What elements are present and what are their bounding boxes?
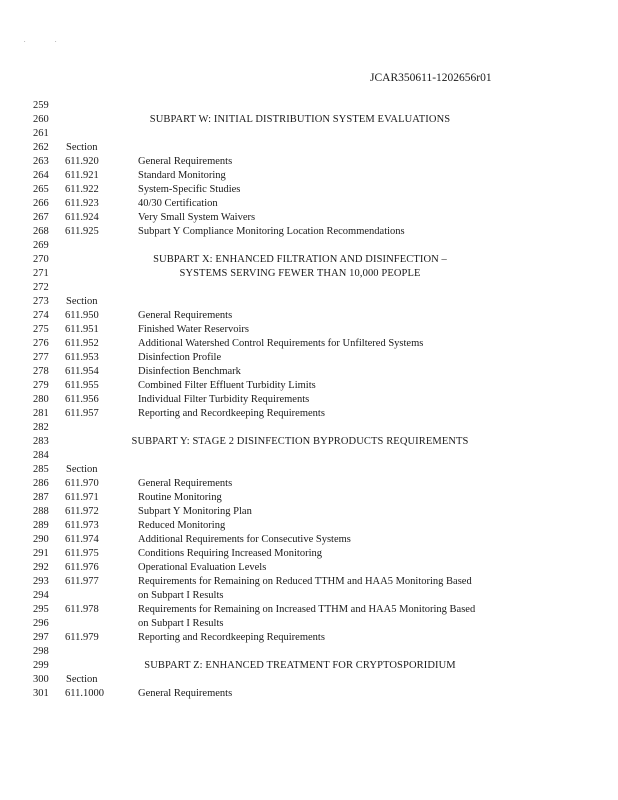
line-number: 274: [33, 310, 49, 321]
section-number: 611.920: [65, 156, 99, 167]
document-line: [0, 225, 618, 239]
line-number: 277: [33, 352, 49, 363]
document-line: [0, 295, 618, 309]
section-title: System-Specific Studies: [138, 184, 241, 195]
line-number: 286: [33, 478, 49, 489]
line-number: 280: [33, 394, 49, 405]
line-number: 295: [33, 604, 49, 615]
document-line: [0, 645, 618, 659]
section-title: on Subpart I Results: [138, 590, 224, 601]
line-number: 301: [33, 688, 49, 699]
section-title: Combined Filter Effluent Turbidity Limits: [138, 380, 316, 391]
document-line: [0, 659, 618, 673]
document-line: [0, 575, 618, 589]
section-title: Very Small System Waivers: [138, 212, 256, 223]
section-title: General Requirements: [138, 310, 233, 321]
section-number: 611.923: [65, 198, 99, 209]
line-number: 260: [33, 114, 49, 125]
line-number: 288: [33, 506, 49, 517]
document-line: [0, 617, 618, 631]
document-line: [0, 309, 618, 323]
line-number: 287: [33, 492, 49, 503]
section-number: 611.979: [65, 632, 99, 643]
line-number: 273: [33, 296, 49, 307]
corner-marks: . .: [24, 38, 71, 44]
section-number: 611.955: [65, 380, 99, 391]
section-number: 611.973: [65, 520, 99, 531]
document-body: [0, 99, 618, 701]
document-line: [0, 687, 618, 701]
document-line: [0, 99, 618, 113]
section-column-label: Section: [66, 674, 98, 685]
section-number: 611.925: [65, 226, 99, 237]
document-line: [0, 323, 618, 337]
document-line: [0, 435, 618, 449]
document-line: [0, 519, 618, 533]
line-number: 279: [33, 380, 49, 391]
section-title: Disinfection Benchmark: [138, 366, 241, 377]
section-number: 611.952: [65, 338, 99, 349]
line-number: 264: [33, 170, 49, 181]
section-title: Finished Water Reservoirs: [138, 324, 249, 335]
line-number: 263: [33, 156, 49, 167]
document-line: [0, 337, 618, 351]
line-number: 272: [33, 282, 49, 293]
line-number: 266: [33, 198, 49, 209]
document-line: [0, 169, 618, 183]
subpart-heading: SUBPART W: INITIAL DISTRIBUTION SYSTEM EVALUATIONS: [149, 114, 451, 125]
line-number: 281: [33, 408, 49, 419]
section-number: 611.970: [65, 478, 99, 489]
document-line: [0, 589, 618, 603]
document-line: [0, 197, 618, 211]
section-column-label: Section: [66, 296, 98, 307]
section-title: Reporting and Recordkeeping Requirements: [138, 408, 325, 419]
document-line: [0, 533, 618, 547]
section-title: Reduced Monitoring: [138, 520, 226, 531]
line-number: 268: [33, 226, 49, 237]
line-number: 283: [33, 436, 49, 447]
document-line: [0, 393, 618, 407]
document-line: [0, 365, 618, 379]
document-line: [0, 253, 618, 267]
document-line: [0, 673, 618, 687]
line-number: 292: [33, 562, 49, 573]
section-title: Routine Monitoring: [138, 492, 222, 503]
document-line: [0, 505, 618, 519]
line-number: 293: [33, 576, 49, 587]
document-line: [0, 141, 618, 155]
section-number: 611.972: [65, 506, 99, 517]
document-line: [0, 463, 618, 477]
section-title: Subpart Y Compliance Monitoring Location Recommendations: [138, 226, 405, 237]
section-number: 611.977: [65, 576, 99, 587]
section-title: General Requirements: [138, 478, 233, 489]
section-number: 611.922: [65, 184, 99, 195]
line-number: 284: [33, 450, 49, 461]
document-line: [0, 547, 618, 561]
subpart-heading: SUBPART Z: ENHANCED TREATMENT FOR CRYPTOSPORIDIUM: [144, 660, 456, 671]
section-title: Requirements for Remaining on Reduced TTHM and HAA5 Monitoring Based: [138, 576, 472, 587]
section-title: Conditions Requiring Increased Monitoring: [138, 548, 323, 559]
line-number: 267: [33, 212, 49, 223]
section-title: General Requirements: [138, 156, 233, 167]
line-number: 271: [33, 268, 49, 279]
section-number: 611.974: [65, 534, 99, 545]
section-title: Additional Watershed Control Requirements for Unfiltered Systems: [138, 338, 424, 349]
line-number: 297: [33, 632, 49, 643]
line-number: 282: [33, 422, 49, 433]
document-line: [0, 449, 618, 463]
section-title: Standard Monitoring: [138, 170, 226, 181]
section-title: Reporting and Recordkeeping Requirements: [138, 632, 325, 643]
section-number: 611.956: [65, 394, 99, 405]
document-line: [0, 477, 618, 491]
section-number: 611.971: [65, 492, 99, 503]
line-number: 261: [33, 128, 49, 139]
line-number: 265: [33, 184, 49, 195]
section-number: 611.921: [65, 170, 99, 181]
line-number: 299: [33, 660, 49, 671]
section-title: Disinfection Profile: [138, 352, 222, 363]
line-number: 289: [33, 520, 49, 531]
line-number: 291: [33, 548, 49, 559]
document-line: [0, 351, 618, 365]
document-line: [0, 127, 618, 141]
document-line: [0, 267, 618, 281]
document-id: JCAR350611-1202656r01: [370, 72, 492, 84]
document-line: [0, 421, 618, 435]
section-number: 611.1000: [65, 688, 104, 699]
line-number: 259: [33, 100, 49, 111]
document-line: [0, 281, 618, 295]
section-number: 611.976: [65, 562, 99, 573]
line-number: 262: [33, 142, 49, 153]
section-title: General Requirements: [138, 688, 233, 699]
section-title: Operational Evaluation Levels: [138, 562, 267, 573]
document-line: [0, 239, 618, 253]
document-line: [0, 561, 618, 575]
line-number: 285: [33, 464, 49, 475]
section-column-label: Section: [66, 142, 98, 153]
section-title: Additional Requirements for Consecutive Systems: [138, 534, 351, 545]
section-number: 611.950: [65, 310, 99, 321]
line-number: 278: [33, 366, 49, 377]
section-number: 611.924: [65, 212, 99, 223]
document-line: [0, 603, 618, 617]
document-line: [0, 155, 618, 169]
line-number: 269: [33, 240, 49, 251]
line-number: 276: [33, 338, 49, 349]
section-title: Subpart Y Monitoring Plan: [138, 506, 252, 517]
document-line: [0, 407, 618, 421]
document-line: [0, 379, 618, 393]
document-line: [0, 211, 618, 225]
subpart-heading: SYSTEMS SERVING FEWER THAN 10,000 PEOPLE: [179, 268, 421, 279]
subpart-heading: SUBPART X: ENHANCED FILTRATION AND DISINFECTION –: [153, 254, 447, 265]
line-number: 270: [33, 254, 49, 265]
section-number: 611.978: [65, 604, 99, 615]
line-number: 275: [33, 324, 49, 335]
section-title: on Subpart I Results: [138, 618, 224, 629]
section-number: 611.951: [65, 324, 99, 335]
section-number: 611.975: [65, 548, 99, 559]
section-number: 611.953: [65, 352, 99, 363]
section-title: 40/30 Certification: [138, 198, 218, 209]
line-number: 300: [33, 674, 49, 685]
document-line: [0, 113, 618, 127]
document-line: [0, 183, 618, 197]
line-number: 298: [33, 646, 49, 657]
subpart-heading: SUBPART Y: STAGE 2 DISINFECTION BYPRODUCTS REQUIREMENTS: [131, 436, 469, 447]
section-title: Individual Filter Turbidity Requirements: [138, 394, 310, 405]
document-line: [0, 631, 618, 645]
section-column-label: Section: [66, 464, 98, 475]
document-line: [0, 491, 618, 505]
line-number: 296: [33, 618, 49, 629]
section-title: Requirements for Remaining on Increased TTHM and HAA5 Monitoring Based: [138, 604, 476, 615]
section-number: 611.954: [65, 366, 99, 377]
section-number: 611.957: [65, 408, 99, 419]
line-number: 290: [33, 534, 49, 545]
line-number: 294: [33, 590, 49, 601]
